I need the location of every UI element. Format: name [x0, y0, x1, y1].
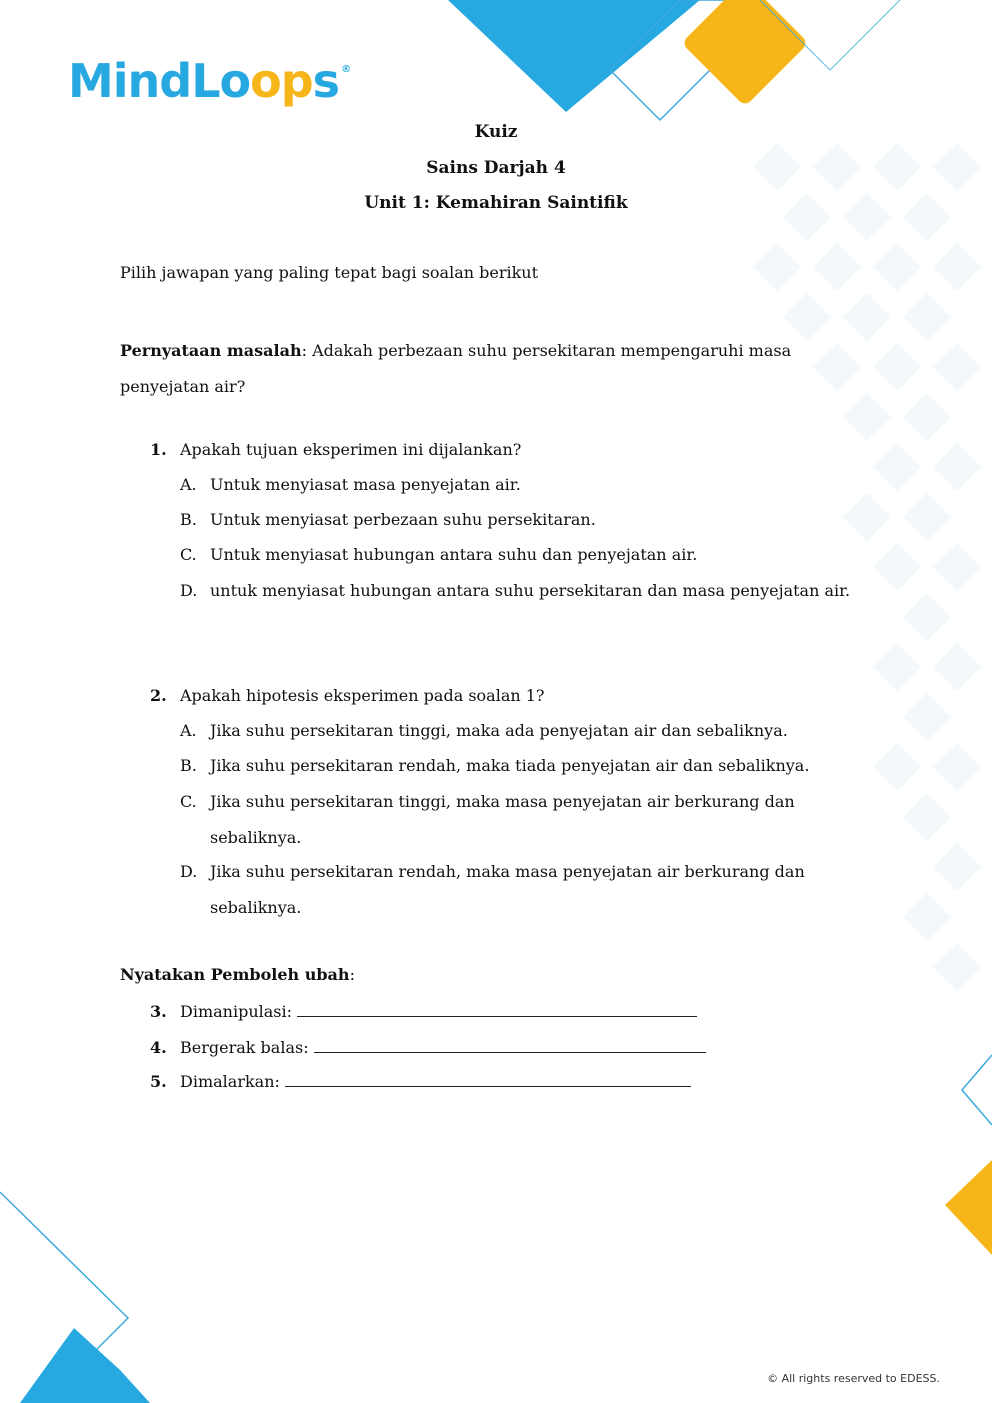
variable-responding — [150, 1038, 706, 1057]
question-text: Apakah tujuan eksperimen ini dijalankan? — [180, 440, 522, 459]
option-letter: D. — [180, 862, 198, 881]
option-letter: D. — [180, 581, 198, 600]
question-1-option-c[interactable] — [180, 537, 860, 573]
answer-blank-constant[interactable] — [285, 1072, 691, 1087]
variable-label: Bergerak balas: — [180, 1038, 309, 1057]
variables-heading-colon: : — [349, 965, 355, 984]
question-number: 5. — [150, 1072, 167, 1091]
question-number: 2. — [150, 686, 167, 705]
variable-label: Dimalarkan: — [180, 1072, 280, 1091]
question-2-option-c[interactable] — [180, 784, 860, 856]
right-outline-diamond — [962, 1055, 992, 1125]
option-text: Jika suhu persekitaran rendah, maka masa penyejatan air berkurang dan sebaliknya. — [210, 862, 805, 917]
question-number: 4. — [150, 1038, 167, 1057]
quiz-title: Kuiz — [474, 122, 518, 142]
mindloops-logo — [68, 54, 350, 114]
question-2 — [150, 686, 545, 705]
option-letter: A. — [180, 721, 197, 740]
option-text: Jika suhu persekitaran tinggi, maka ada penyejatan air dan sebaliknya. — [210, 721, 788, 740]
question-2-option-b[interactable] — [180, 748, 860, 784]
problem-statement — [120, 333, 840, 405]
problem-text: : Adakah perbezaan suhu persekitaran mempengaruhi masa penyejatan air? — [120, 341, 792, 396]
logo-text-mind: Mind — [68, 54, 192, 108]
logo-text-lo: Lo — [191, 54, 251, 108]
right-yellow-diamond — [945, 1160, 992, 1255]
option-letter: B. — [180, 756, 197, 775]
option-letter: C. — [180, 792, 197, 811]
bottom-left-blue-diamond — [20, 1328, 150, 1403]
option-text: Untuk menyiasat masa penyejatan air. — [210, 475, 521, 494]
question-1 — [150, 440, 521, 459]
question-2-option-d[interactable] — [180, 854, 860, 926]
variable-manipulated — [150, 1002, 697, 1021]
variable-label: Dimanipulasi: — [180, 1002, 292, 1021]
question-1-option-b[interactable] — [180, 502, 860, 538]
problem-label: Pernyataan masalah — [120, 341, 302, 360]
question-1-option-d[interactable] — [180, 573, 860, 609]
question-number: 3. — [150, 1002, 167, 1021]
logo-text-s: s — [312, 54, 340, 108]
option-text: Jika suhu persekitaran rendah, maka tiada penyejatan air dan sebaliknya. — [210, 756, 810, 775]
option-letter: C. — [180, 545, 197, 564]
top-yellow-diamond — [681, 0, 808, 107]
subject-title: Sains Darjah 4 — [426, 158, 566, 178]
bottom-left-outline — [0, 1192, 128, 1350]
unit-title: Unit 1: Kemahiran Saintifik — [364, 193, 628, 213]
copyright-footer: © All rights reserved to EDESS. — [767, 1372, 940, 1385]
option-letter: B. — [180, 510, 197, 529]
variables-heading-text: Nyatakan Pemboleh ubah — [120, 965, 350, 984]
instruction-text: Pilih jawapan yang paling tepat bagi soalan berikut — [120, 263, 539, 282]
option-letter: A. — [180, 475, 197, 494]
question-number: 1. — [150, 440, 167, 459]
variables-heading — [120, 965, 355, 984]
question-2-option-a[interactable] — [180, 713, 860, 749]
answer-blank-responding[interactable] — [314, 1038, 706, 1053]
option-text: untuk menyiasat hubungan antara suhu persekitaran dan masa penyejatan air. — [210, 581, 851, 600]
option-text: Untuk menyiasat perbezaan suhu persekitaran. — [210, 510, 596, 529]
answer-blank-manipulated[interactable] — [297, 1002, 697, 1017]
logo-text-op: op — [250, 54, 313, 108]
question-text: Apakah hipotesis eksperimen pada soalan 1? — [180, 686, 545, 705]
option-text: Untuk menyiasat hubungan antara suhu dan penyejatan air. — [210, 545, 698, 564]
registered-mark: ® — [341, 64, 351, 75]
question-1-option-a[interactable] — [180, 467, 860, 503]
option-text: Jika suhu persekitaran tinggi, maka masa penyejatan air berkurang dan sebaliknya. — [210, 792, 795, 847]
variable-constant — [150, 1072, 691, 1091]
